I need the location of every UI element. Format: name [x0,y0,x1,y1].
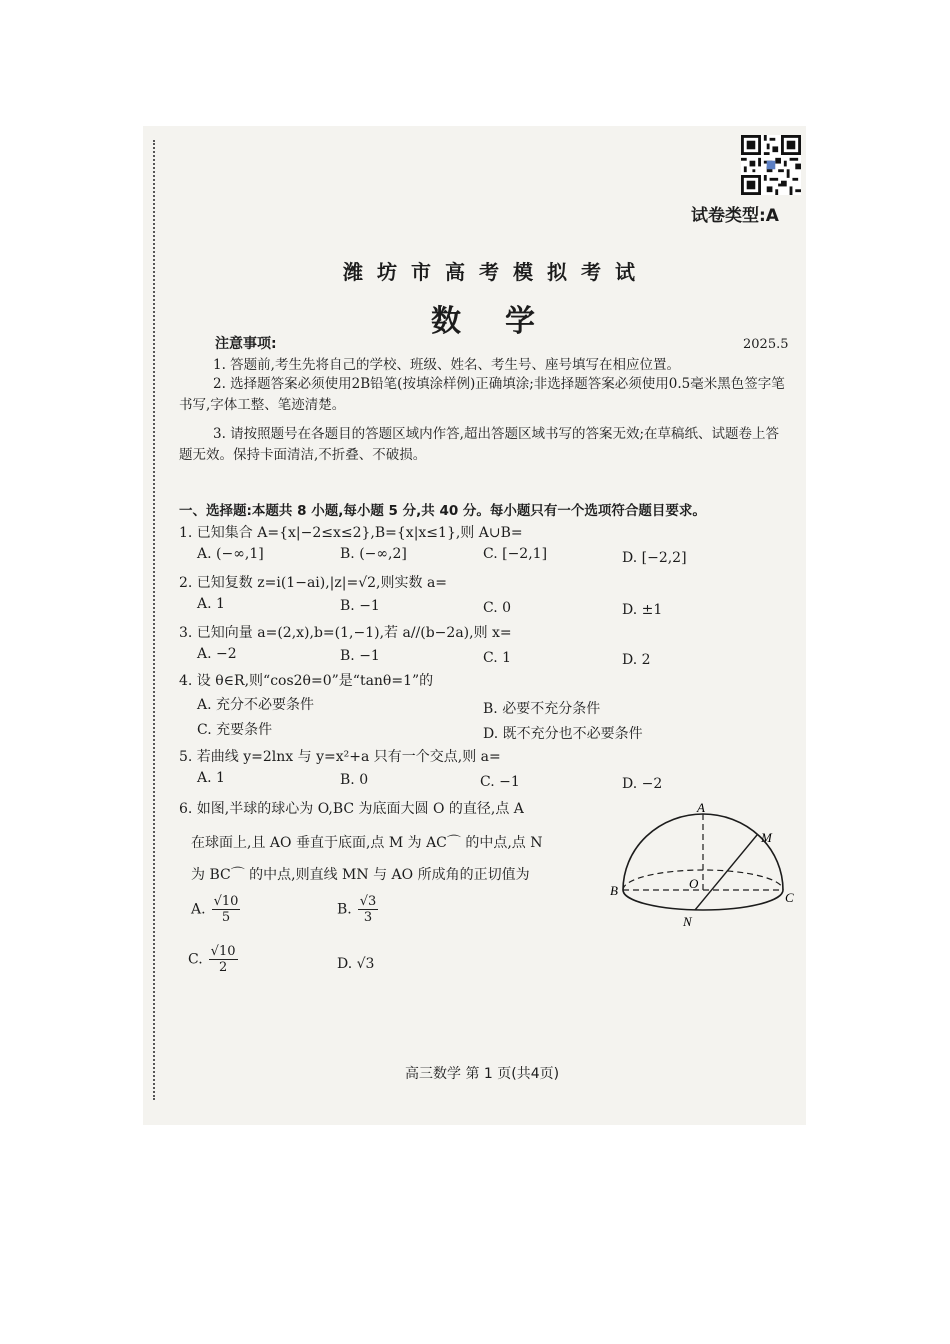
section-heading: 一、选择题:本题共 8 小题,每小题 5 分,共 40 分。每小题只有一个选项符合题目要求。 [179,503,706,519]
question-2-stem: 2. 已知复数 z=i(1−ai),|z|=√2,则实数 a= [179,575,448,591]
question-4-option-c: C. 充要条件 [197,722,273,738]
notice-item-3: 3. 请按照题号在各题目的答题区域内作答,超出答题区域书写的答案无效;在草稿纸、试题卷上答题无效。保持卡面清洁,不折叠、不破损。 [179,426,780,463]
question-2-option-c: C. 0 [483,600,512,616]
option-a-numerator: √10 [213,894,239,909]
label-n: N [683,914,692,929]
option-a-fraction [212,894,241,925]
question-2-option-a: A. 1 [197,596,225,612]
question-1-stem: 1. 已知集合 A={x|−2≤x≤2},B={x|x≤1},则 A∪B= [179,525,523,541]
question-4-stem: 4. 设 θ∈R,则“cos2θ=0”是“tanθ=1”的 [179,673,434,689]
option-c-fraction [209,944,238,975]
hemisphere-figure [605,802,795,932]
question-4-option-b: B. 必要不充分条件 [483,701,601,717]
option-b-denominator: 3 [363,910,373,925]
label-b: B [610,883,618,898]
option-c-numerator: √10 [210,944,236,959]
question-6-option-d: D. √3 [337,956,375,972]
option-c-denominator: 2 [218,960,228,975]
exam-title: 潍坊市高考模拟考试 [343,260,649,284]
question-4-option-a: A. 充分不必要条件 [197,697,315,713]
question-3-option-d: D. 2 [622,652,651,668]
question-2-option-b: B. −1 [340,598,380,614]
question-6-option-a [191,894,240,925]
exam-paper [143,126,806,1125]
option-b-letter: B. [337,901,352,918]
question-5-option-d: D. −2 [622,776,663,792]
subject-title: 数学 [431,304,579,339]
option-b-numerator: √3 [359,894,377,909]
binding-dotted-line [153,140,155,1100]
question-3-stem: 3. 已知向量 a=(2,x),b=(1,−1),若 a//(b−2a),则 x= [179,625,512,641]
question-1-option-d: D. [−2,2] [622,550,687,566]
label-a: A [697,802,705,815]
question-3-option-b: B. −1 [340,648,380,664]
question-5-stem: 5. 若曲线 y=2lnx 与 y=x²+a 只有一个交点,则 a= [179,749,501,765]
question-1-option-a: A. (−∞,1] [197,546,264,562]
page-footer: 高三数学 第 1 页(共4页) [405,1066,560,1082]
option-c-letter: C. [188,951,203,968]
question-6-option-c [188,944,238,975]
question-5-option-b: B. 0 [340,772,369,788]
question-5-option-c: C. −1 [480,774,520,790]
question-3-option-a: A. −2 [197,646,237,662]
notice-item-1: 1. 答题前,考生先将自己的学校、班级、姓名、考生号、座号填写在相应位置。 [213,357,680,373]
label-o: O [689,876,699,891]
question-1-option-b: B. (−∞,2] [340,546,407,562]
option-a-letter: A. [191,901,206,918]
question-3-option-c: C. 1 [483,650,512,666]
exam-date: 2025.5 [743,337,789,352]
question-5-option-a: A. 1 [197,770,225,786]
notice-item-2: 2. 选择题答案必须使用2B铅笔(按填涂样例)正确填涂;非选择题答案必须使用0.5毫米黑色签字笔书写,字体工整、笔迹清楚。 [179,376,785,413]
question-6-stem-line-2: 在球面上,且 AO 垂直于底面,点 M 为 AC⌒ 的中点,点 N [191,835,543,851]
question-6-stem-line-1: 6. 如图,半球的球心为 O,BC 为底面大圆 O 的直径,点 A [179,801,524,817]
question-1-option-c: C. [−2,1] [483,546,548,562]
option-b-fraction [358,894,379,925]
segment-mn [695,835,757,910]
qr-code-icon [741,135,801,195]
label-m: M [761,830,772,845]
question-6-option-b [337,894,378,925]
question-2-option-d: D. ±1 [622,602,663,618]
question-4-option-d: D. 既不充分也不必要条件 [483,726,643,742]
option-a-denominator: 5 [221,910,231,925]
paper-type-label: 试卷类型:A [691,206,779,226]
notice-heading: 注意事项: [215,336,277,352]
label-c: C [785,890,794,905]
question-6-stem-line-3: 为 BC⌒ 的中点,则直线 MN 与 AO 所成角的正切值为 [191,867,530,883]
